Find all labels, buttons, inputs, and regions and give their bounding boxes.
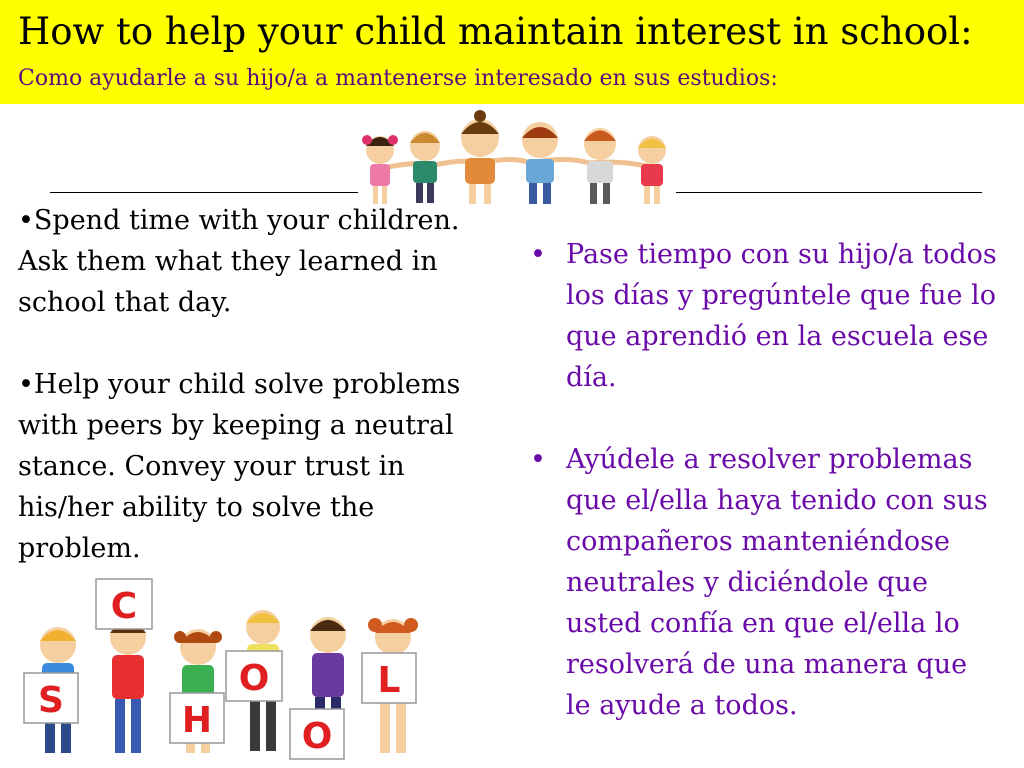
child-figure bbox=[638, 136, 666, 204]
children-holding-hands-image bbox=[355, 108, 673, 208]
divider-left bbox=[50, 192, 358, 193]
child-figure bbox=[584, 128, 616, 204]
page-subtitle: Como ayudarle a su hijo/a a mantenerse interesado en sus estudios: bbox=[18, 66, 778, 91]
child-figure bbox=[410, 131, 440, 203]
english-tip: •Help your child solve problems with peers by keeping a neutral stance. Convey your trust in his/her ability to solve the problem. bbox=[18, 369, 461, 564]
letter-card-o-2: O bbox=[301, 716, 333, 757]
letter-card-s: S bbox=[38, 680, 64, 721]
spanish-tip-text: Pase tiempo con su hijo/a todos los días y pregúntele que fue lo que aprendió en la escuela ese día. bbox=[566, 239, 997, 393]
school-kids-image bbox=[18, 575, 428, 765]
letter-card-o: O bbox=[238, 658, 270, 699]
letter-card-c: C bbox=[110, 586, 138, 627]
child-figure bbox=[522, 122, 558, 204]
spanish-tip bbox=[528, 439, 998, 726]
spanish-tip-list bbox=[528, 234, 998, 726]
child-figure bbox=[110, 619, 146, 753]
english-tips bbox=[18, 200, 476, 610]
english-tip: •Spend time with your children. Ask them what they learned in school that day. bbox=[18, 205, 460, 318]
title-banner bbox=[0, 0, 1024, 104]
page-title: How to help your child maintain interest in school: bbox=[18, 10, 973, 53]
spanish-tip-text: Ayúdele a resolver problemas que el/ella haya tenido con sus compañeros manteniéndose neutrales y diciéndole que usted confía en que el/ella lo resolverá de una manera que le ayude a todos. bbox=[566, 444, 988, 721]
bullet-marker: • bbox=[530, 239, 546, 270]
bullet-marker: • bbox=[530, 444, 546, 475]
letter-card-l: L bbox=[377, 660, 401, 701]
child-figure bbox=[461, 110, 499, 204]
letter-card-h: H bbox=[181, 700, 213, 741]
spanish-tip bbox=[528, 234, 998, 398]
divider-right bbox=[676, 192, 982, 193]
child-figure bbox=[362, 135, 398, 204]
spanish-tips bbox=[528, 234, 998, 767]
